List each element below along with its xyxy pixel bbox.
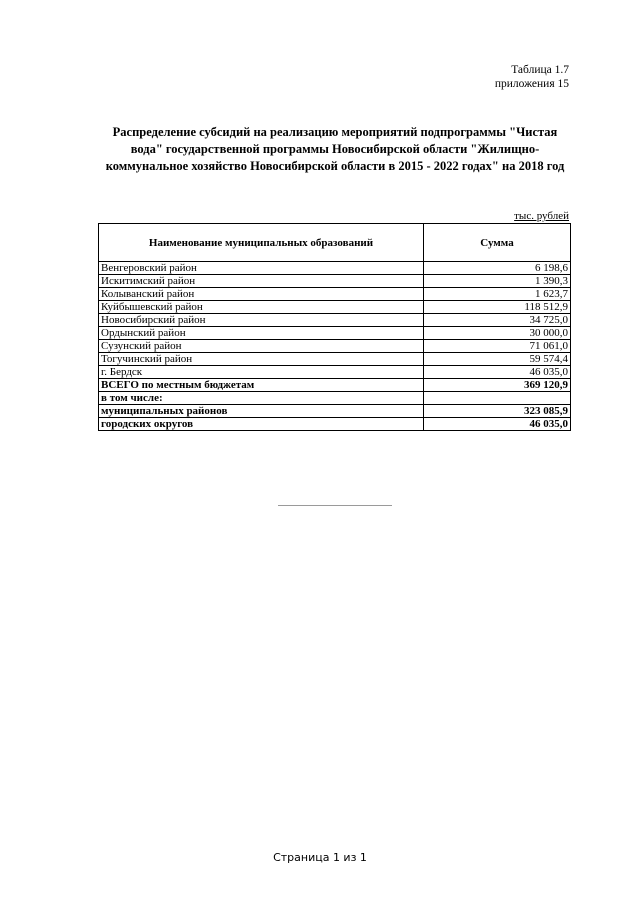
table-row [99,353,571,366]
row-amount: 1 623,7 [424,288,571,301]
row-name: Ордынский район [99,327,424,340]
total-label: ВСЕГО по местным бюджетам [99,379,424,392]
row-name: Куйбышевский район [99,301,424,314]
row-name: г. Бердск [99,366,424,379]
urban-districts-label: городских округов [99,418,424,431]
including-row [99,392,571,405]
total-row [99,379,571,392]
row-name: Колыванский район [99,288,424,301]
table-header-row [99,224,571,262]
table-row [99,366,571,379]
municipal-districts-label: муниципальных районов [99,405,424,418]
municipal-districts-amount: 323 085,9 [424,405,571,418]
urban-districts-amount: 46 035,0 [424,418,571,431]
units-label: тыс. рублей [514,210,569,222]
table-row [99,340,571,353]
row-name: Сузунский район [99,340,424,353]
including-amount [424,392,571,405]
header-amount: Сумма [424,224,571,262]
row-amount: 30 000,0 [424,327,571,340]
row-amount: 34 725,0 [424,314,571,327]
row-name: Новосибирский район [99,314,424,327]
urban-districts-row [99,418,571,431]
document-title: Распределение субсидий на реализацию мероприятий подпрограммы "Чистая вода" государственной программы Новосибирской области "Жилищно-коммунальное хозяйство Новосибирской области в 2015 - 2022 годах" на 2018 год [105,125,565,173]
table-row [99,327,571,340]
row-name: Венгеровский район [99,262,424,275]
municipal-districts-row [99,405,571,418]
row-name: Тогучинский район [99,353,424,366]
row-amount: 59 574,4 [424,353,571,366]
subsidy-table [98,223,571,431]
table-row [99,275,571,288]
table-row [99,314,571,327]
row-amount: 1 390,3 [424,275,571,288]
header-municipality: Наименование муниципальных образований [99,224,424,262]
separator-line [278,505,392,506]
row-amount: 46 035,0 [424,366,571,379]
row-amount: 71 061,0 [424,340,571,353]
table-row [99,288,571,301]
table-row [99,262,571,275]
row-amount: 6 198,6 [424,262,571,275]
table-row [99,301,571,314]
total-amount: 369 120,9 [424,379,571,392]
annex-appendix: приложения 15 [494,78,569,90]
including-label: в том числе: [99,392,424,405]
row-name: Искитимский район [99,275,424,288]
annex-reference [495,63,569,91]
row-amount: 118 512,9 [424,301,571,314]
page-footer: Страница 1 из 1 [273,851,367,864]
annex-table-number: Таблица 1.7 [511,64,569,76]
